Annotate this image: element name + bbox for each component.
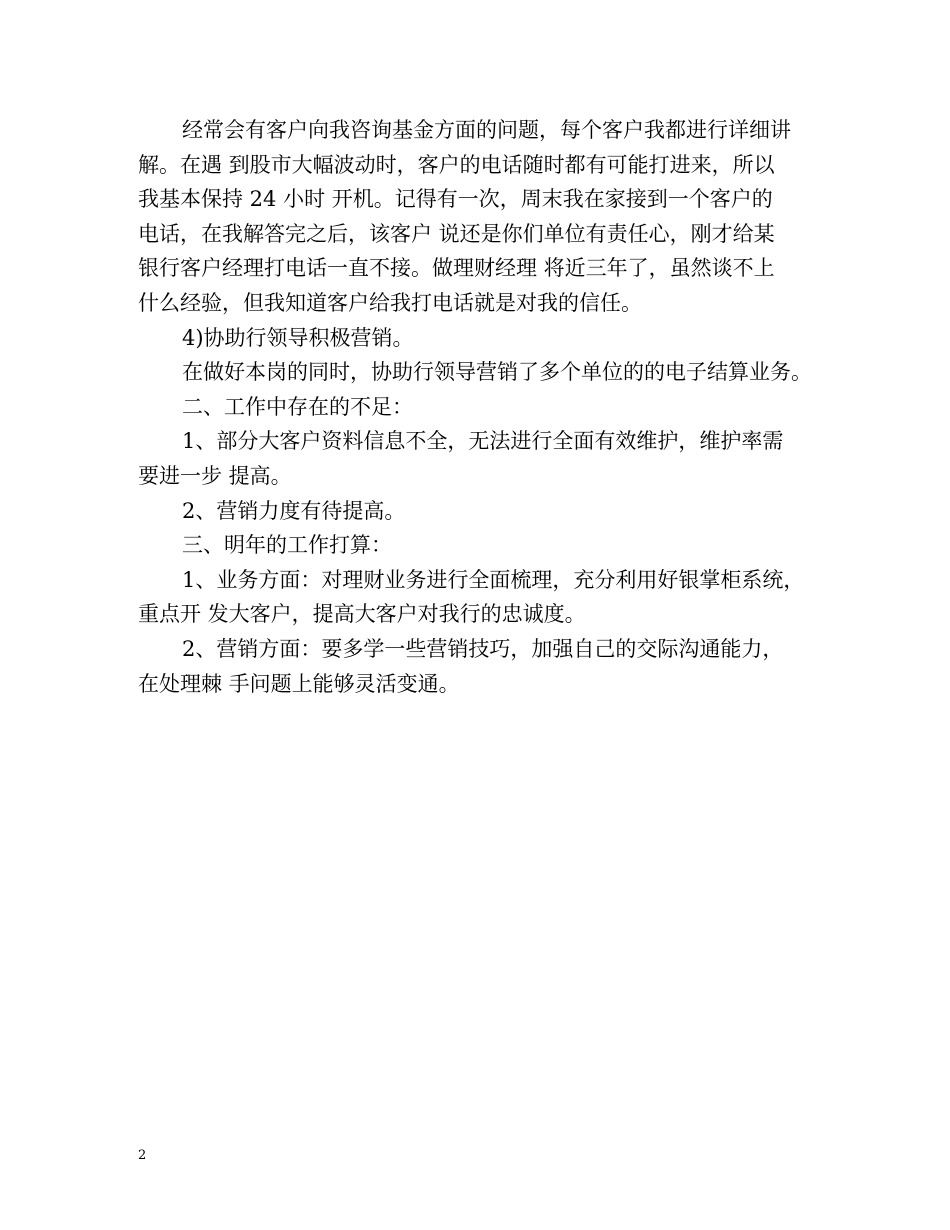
text-line: 重点开 发大客户，提高大客户对我行的忠诚度。 [138,602,586,627]
paragraph-customer-service [138,113,838,321]
text-line: 1、部分大客户资料信息不全，无法进行全面有效维护，维护率需 [182,429,784,454]
text-line: 经常会有客户向我咨询基金方面的问题，每个客户我都进行详细讲 [182,118,791,142]
section-heading-shortcomings [138,390,838,425]
text-line: 电话，在我解答完之后，该客户 说还是你们单位有责任心，刚才给某 [138,221,775,246]
paragraph-assist-marketing [138,355,838,390]
text-line: 银行客户经理打电话一直不接。做理财经理 将近三年了，虽然谈不上 [138,256,775,281]
text-line: 在处理棘 手问题上能够灵活变通。 [138,671,460,696]
text-line: 二、工作中存在的不足： [182,394,413,419]
text-line: 2、营销力度有待提高。 [182,498,406,523]
paragraph-shortcoming-1 [138,424,838,493]
text-line: 三、明年的工作打算： [182,533,392,558]
text-line: 2、营销方面：要多学一些营销技巧，加强自己的交际沟通能力， [182,636,784,661]
section-heading-next-year-plan [138,528,838,563]
paragraph-plan-marketing [138,632,838,701]
page-number: 2 [138,1148,147,1163]
paragraph-assist-marketing-heading [138,321,838,356]
text-line: 什么经验，但我知道客户给我打电话就是对我的信任。 [138,290,642,315]
text-line: 要进一步 提高。 [138,463,292,488]
text-line: 1、业务方面：对理财业务进行全面梳理，充分利用好银掌柜系统， [182,567,805,592]
paragraph-plan-business [138,563,838,632]
text-line: 解。在遇 到股市大幅波动时，客户的电话随时都有可能打进来，所以 [138,152,775,177]
paragraph-shortcoming-2 [138,494,838,529]
document-body [138,113,838,701]
text-line: 在做好本岗的同时，协助行领导营销了多个单位的的电子结算业务。 [182,360,812,385]
text-line: 我基本保持 24 小时 开机。记得有一次，周末我在家接到一个客户的 [138,187,773,212]
text-line: 4)协助行领导积极营销。 [182,325,414,350]
